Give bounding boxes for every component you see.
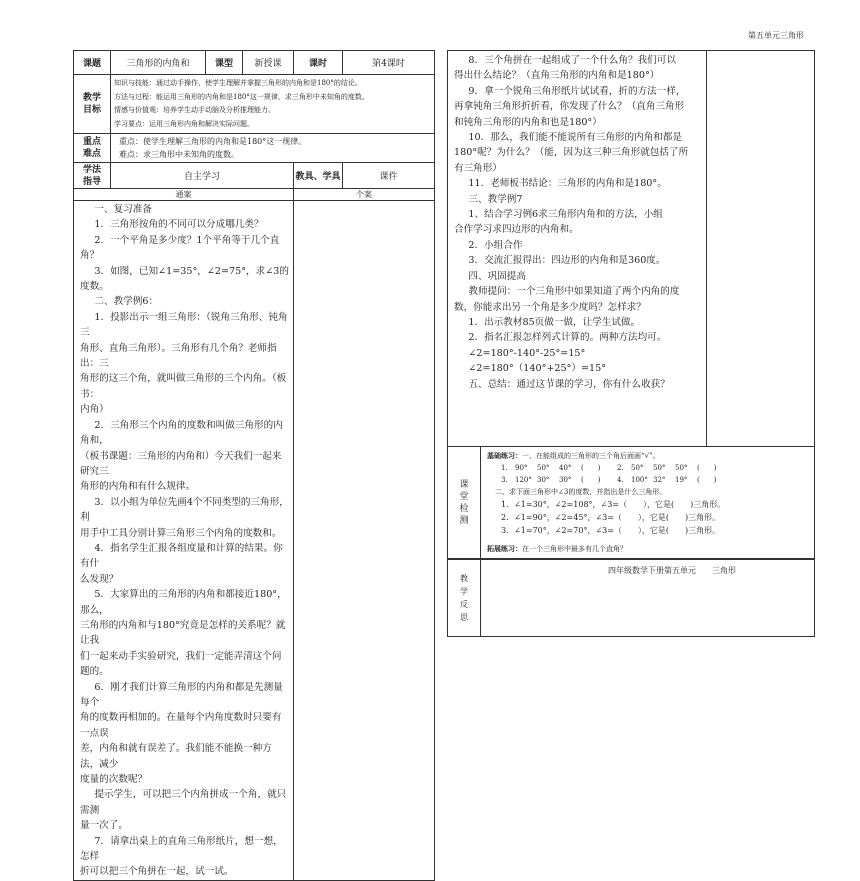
- check-label: 课堂检测: [448, 447, 481, 559]
- left-body-line: 2．三角形三个内角的度数和叫做三角形的内角和，: [80, 419, 283, 447]
- left-body-line: 角形的这三个角，就叫做三角形的三个内角。（板书：: [80, 373, 287, 400]
- basic-title: 基础练习：: [487, 451, 522, 460]
- basic-instruction: 一、在能组成的三角形的三个角后面画“√”。: [522, 452, 660, 460]
- left-body-line: 二、教学例6：: [94, 296, 159, 308]
- left-body-text: [80, 202, 289, 880]
- basic-cell: 4.: [617, 476, 624, 484]
- right-body-line: 8．三个角拼在一起组成了一个什么角？我们可以: [468, 55, 676, 66]
- right-body-line: 2．小组合作: [468, 239, 523, 251]
- basic-practice: [487, 450, 808, 462]
- right-body-line: 四、巩固提高: [468, 270, 526, 282]
- type-label: 课型: [206, 51, 243, 75]
- left-body-line: （板书课题：三角形的内角和）今天我们一起来研究三: [80, 450, 282, 477]
- case-column-header: 个案: [294, 189, 435, 201]
- method-value: 自主学习: [111, 163, 294, 189]
- key-points-cell: [111, 134, 435, 163]
- left-body-line: 内角）: [80, 404, 109, 416]
- part2-row: 2．∠1=90°，∠2=45°，∠3=（ ），它是( )三角形。: [501, 513, 721, 522]
- part2-instruction: 二、求下面三角形中∠3的度数，并指出是什么三角形。: [495, 488, 667, 496]
- left-body-line: 角的度数再相加的。在量每个内角度数时只要有一点误: [80, 712, 282, 739]
- basic-row: [501, 474, 716, 486]
- right-body-line: 10．那么，我们能不能说所有三角形的内角和都是: [468, 132, 683, 144]
- plan-body-cell: [74, 201, 294, 881]
- basic-cell: ( ): [581, 464, 601, 472]
- basic-cell: 19°: [675, 476, 688, 484]
- basic-cell: ( ): [697, 464, 717, 472]
- basic-cell: 1.: [501, 464, 508, 472]
- check-table: [447, 446, 815, 559]
- basic-cell: ( ): [581, 476, 601, 484]
- check-content: [481, 447, 815, 559]
- left-body-line: 7．请拿出桌上的直角三角形纸片，想一想，怎样: [80, 835, 283, 863]
- right-body-line: 三、教学例7: [468, 193, 523, 205]
- goal-emotion: 情感与价值观：培养学生动手动脑及分析推理能力。: [114, 106, 275, 114]
- basic-cell: 2.: [617, 464, 624, 472]
- left-body-line: 量一次了。: [80, 820, 128, 832]
- basic-cell: 50°: [631, 464, 644, 472]
- left-body-line: 度量的次数呢？: [80, 774, 148, 786]
- basic-cell: ( ): [697, 476, 717, 484]
- left-body-line: 们一起来动手实验研究，我们一定能弄清这个问题的。: [80, 650, 282, 678]
- right-body-line: 数，你能求出另一个角是多少度吗？怎样求？: [454, 301, 646, 313]
- left-body-line: 角形、直角三角形）。三角形有几个角？老师指出：三: [80, 342, 277, 370]
- topic-value: 三角形的内角和: [111, 51, 206, 75]
- basic-cell: 50°: [537, 464, 550, 472]
- left-body-line: 折可以把三个角拼在一起，试一试。: [80, 866, 234, 878]
- right-body-line: 3．交流汇报得出：四边形的内角和是360度。: [468, 255, 666, 267]
- left-body-line: 差，内角和就有误差了。我们能不能换一种方法，减少: [80, 743, 272, 770]
- right-body-line: ∠2=180°-140°-25°=15°: [468, 347, 586, 359]
- left-body-line: 么发现？: [80, 573, 119, 585]
- plan-column-header: 通案: [74, 189, 294, 201]
- goal-method: 方法与过程：能运用三角形的内角和是180°这一规律，求三角形中未知角的度数。: [114, 92, 369, 101]
- left-body-line: 角形的内角和有什么规律。: [80, 481, 196, 493]
- page-footer: 四年级数学下册第五单元 三角形: [608, 566, 736, 575]
- basic-cell: 30°: [559, 476, 572, 484]
- basic-cell: 30°: [537, 476, 550, 484]
- left-body-line: 3．以小组为单位先画4个不同类型的三角形，利: [80, 496, 289, 524]
- basic-cell: 40°: [559, 464, 572, 472]
- right-body-text: [454, 53, 702, 392]
- basic-cell: 3.: [501, 476, 508, 484]
- right-body-line: 有三角形）: [454, 162, 502, 174]
- left-body-line: 三角形的内角和与180°究竟是怎样的关系呢？就让我: [80, 619, 286, 647]
- left-lesson-table: [73, 50, 435, 881]
- right-body-line: 五、总结：通过这节课的学习，你有什么收获？: [468, 378, 670, 390]
- right-body-line: 得出什么结论？（直角三角形的内角和是180°）: [454, 70, 660, 82]
- basic-cell: 32°: [653, 476, 666, 484]
- right-body-line: 9．拿一个锐角三角形纸片试试看，折的方法一样，: [468, 85, 686, 97]
- left-body-line: 提示学生，可以把三个内角拼成一个角，就只需测: [80, 789, 287, 816]
- basic-cell: 50°: [675, 464, 688, 472]
- type-value: 新授课: [243, 51, 294, 75]
- left-body-line: 5．大家算出的三角形的内角和都接近180°，那么，: [80, 589, 287, 616]
- goal-knowledge: 知识与技能：通过动手操作，使学生理解并掌握三角形的内角和是180°的结论。: [114, 79, 362, 87]
- basic-rows: [501, 462, 716, 486]
- tools-label: 教具、学具: [294, 163, 343, 189]
- difficult-point: 难点：求三角形中未知角的度数。: [119, 150, 239, 159]
- key-point: 重点：使学生理解三角形的内角和是180°这一规律。: [119, 137, 307, 146]
- basic-cell: 120°: [515, 476, 532, 484]
- method-label: 学法指导: [74, 163, 111, 189]
- right-plan-cell: [448, 51, 707, 447]
- right-body-line: 180°呢？为什么？（能，因为这三种三角形就包括了所: [454, 147, 689, 159]
- goals-label: 教学目标: [74, 75, 111, 134]
- right-lesson-table: [447, 50, 815, 447]
- part2-row: 1．∠1=30°，∠2=108°，∠3=（ ），它是( )三角形。: [501, 500, 726, 509]
- left-body-line: 4．指名学生汇报各组度量和计算的结果。你有什: [80, 542, 283, 570]
- left-body-line: 2．一个平角是多少度？1个平角等于几个直角？: [80, 234, 280, 262]
- basic-cell: 90°: [515, 464, 528, 472]
- right-body-line: 11．老师板书结论：三角形的内角和是180°。: [468, 178, 667, 190]
- left-body-line: 一、复习准备: [94, 204, 152, 215]
- extend-practice: [487, 543, 808, 555]
- period-label: 课时: [294, 51, 343, 75]
- case-body-cell: [294, 201, 435, 881]
- goal-keypoint: 学习要点：运用三角形内角和解决实际问题。: [114, 119, 254, 128]
- key-label: 重点难点: [74, 134, 111, 163]
- right-body-line: ∠2=180°（140°+25°）=15°: [468, 363, 607, 375]
- left-body-line: 6．刚才我们计算三角形的内角和都是先测量每个: [80, 681, 283, 708]
- right-case-cell: [707, 51, 815, 447]
- unit-header: 第五单元三角形: [748, 31, 804, 40]
- period-value: 第4课时: [343, 51, 435, 75]
- right-body-line: 再拿钝角三角形折折看，你发现了什么？（直角三角形: [454, 101, 685, 113]
- right-body-line: 1、结合学习例6求三角形内角和的方法，小组: [468, 209, 663, 221]
- reflection-label: 教学反思: [448, 560, 481, 637]
- right-body-line: 合作学习求四边形的内角和。: [454, 224, 579, 236]
- left-body-line: 1．投影出示一组三角形：（锐角三角形、钝角三: [80, 311, 288, 339]
- right-body-line: 2．指名汇报怎样列式计算的。两种方法均可。: [468, 332, 667, 344]
- extend-text: 在一个三角形中最多有几个直角？: [522, 545, 627, 553]
- left-body-line: 3．如图，已知∠1=35°，∠2=75°，求∠3的度数。: [80, 265, 289, 293]
- topic-label: 课题: [74, 51, 111, 75]
- right-body-line: 教师提问：一个三角形中如果知道了两个内角的度: [468, 286, 680, 298]
- right-body-line: 1．出示教材85页做一做，让学生试做。: [468, 316, 641, 328]
- part2-row: 3．∠1=70°，∠2=70°，∠3=（ ），它是( )三角形。: [501, 526, 721, 535]
- right-body-line: 和钝角三角形的内角和也是180°）: [454, 116, 602, 128]
- extend-title: 拓展练习：: [487, 544, 522, 553]
- left-body-line: 用手中工具分别计算三角形三个内角的度数和。: [80, 527, 282, 539]
- basic-cell: 50°: [653, 464, 666, 472]
- goals-cell: [111, 75, 435, 134]
- basic-cell: 100°: [631, 476, 648, 484]
- tools-value: 课件: [343, 163, 435, 189]
- left-body-line: 1．三角形按角的不同可以分成哪几类？: [94, 219, 264, 231]
- basic-row: [501, 462, 716, 474]
